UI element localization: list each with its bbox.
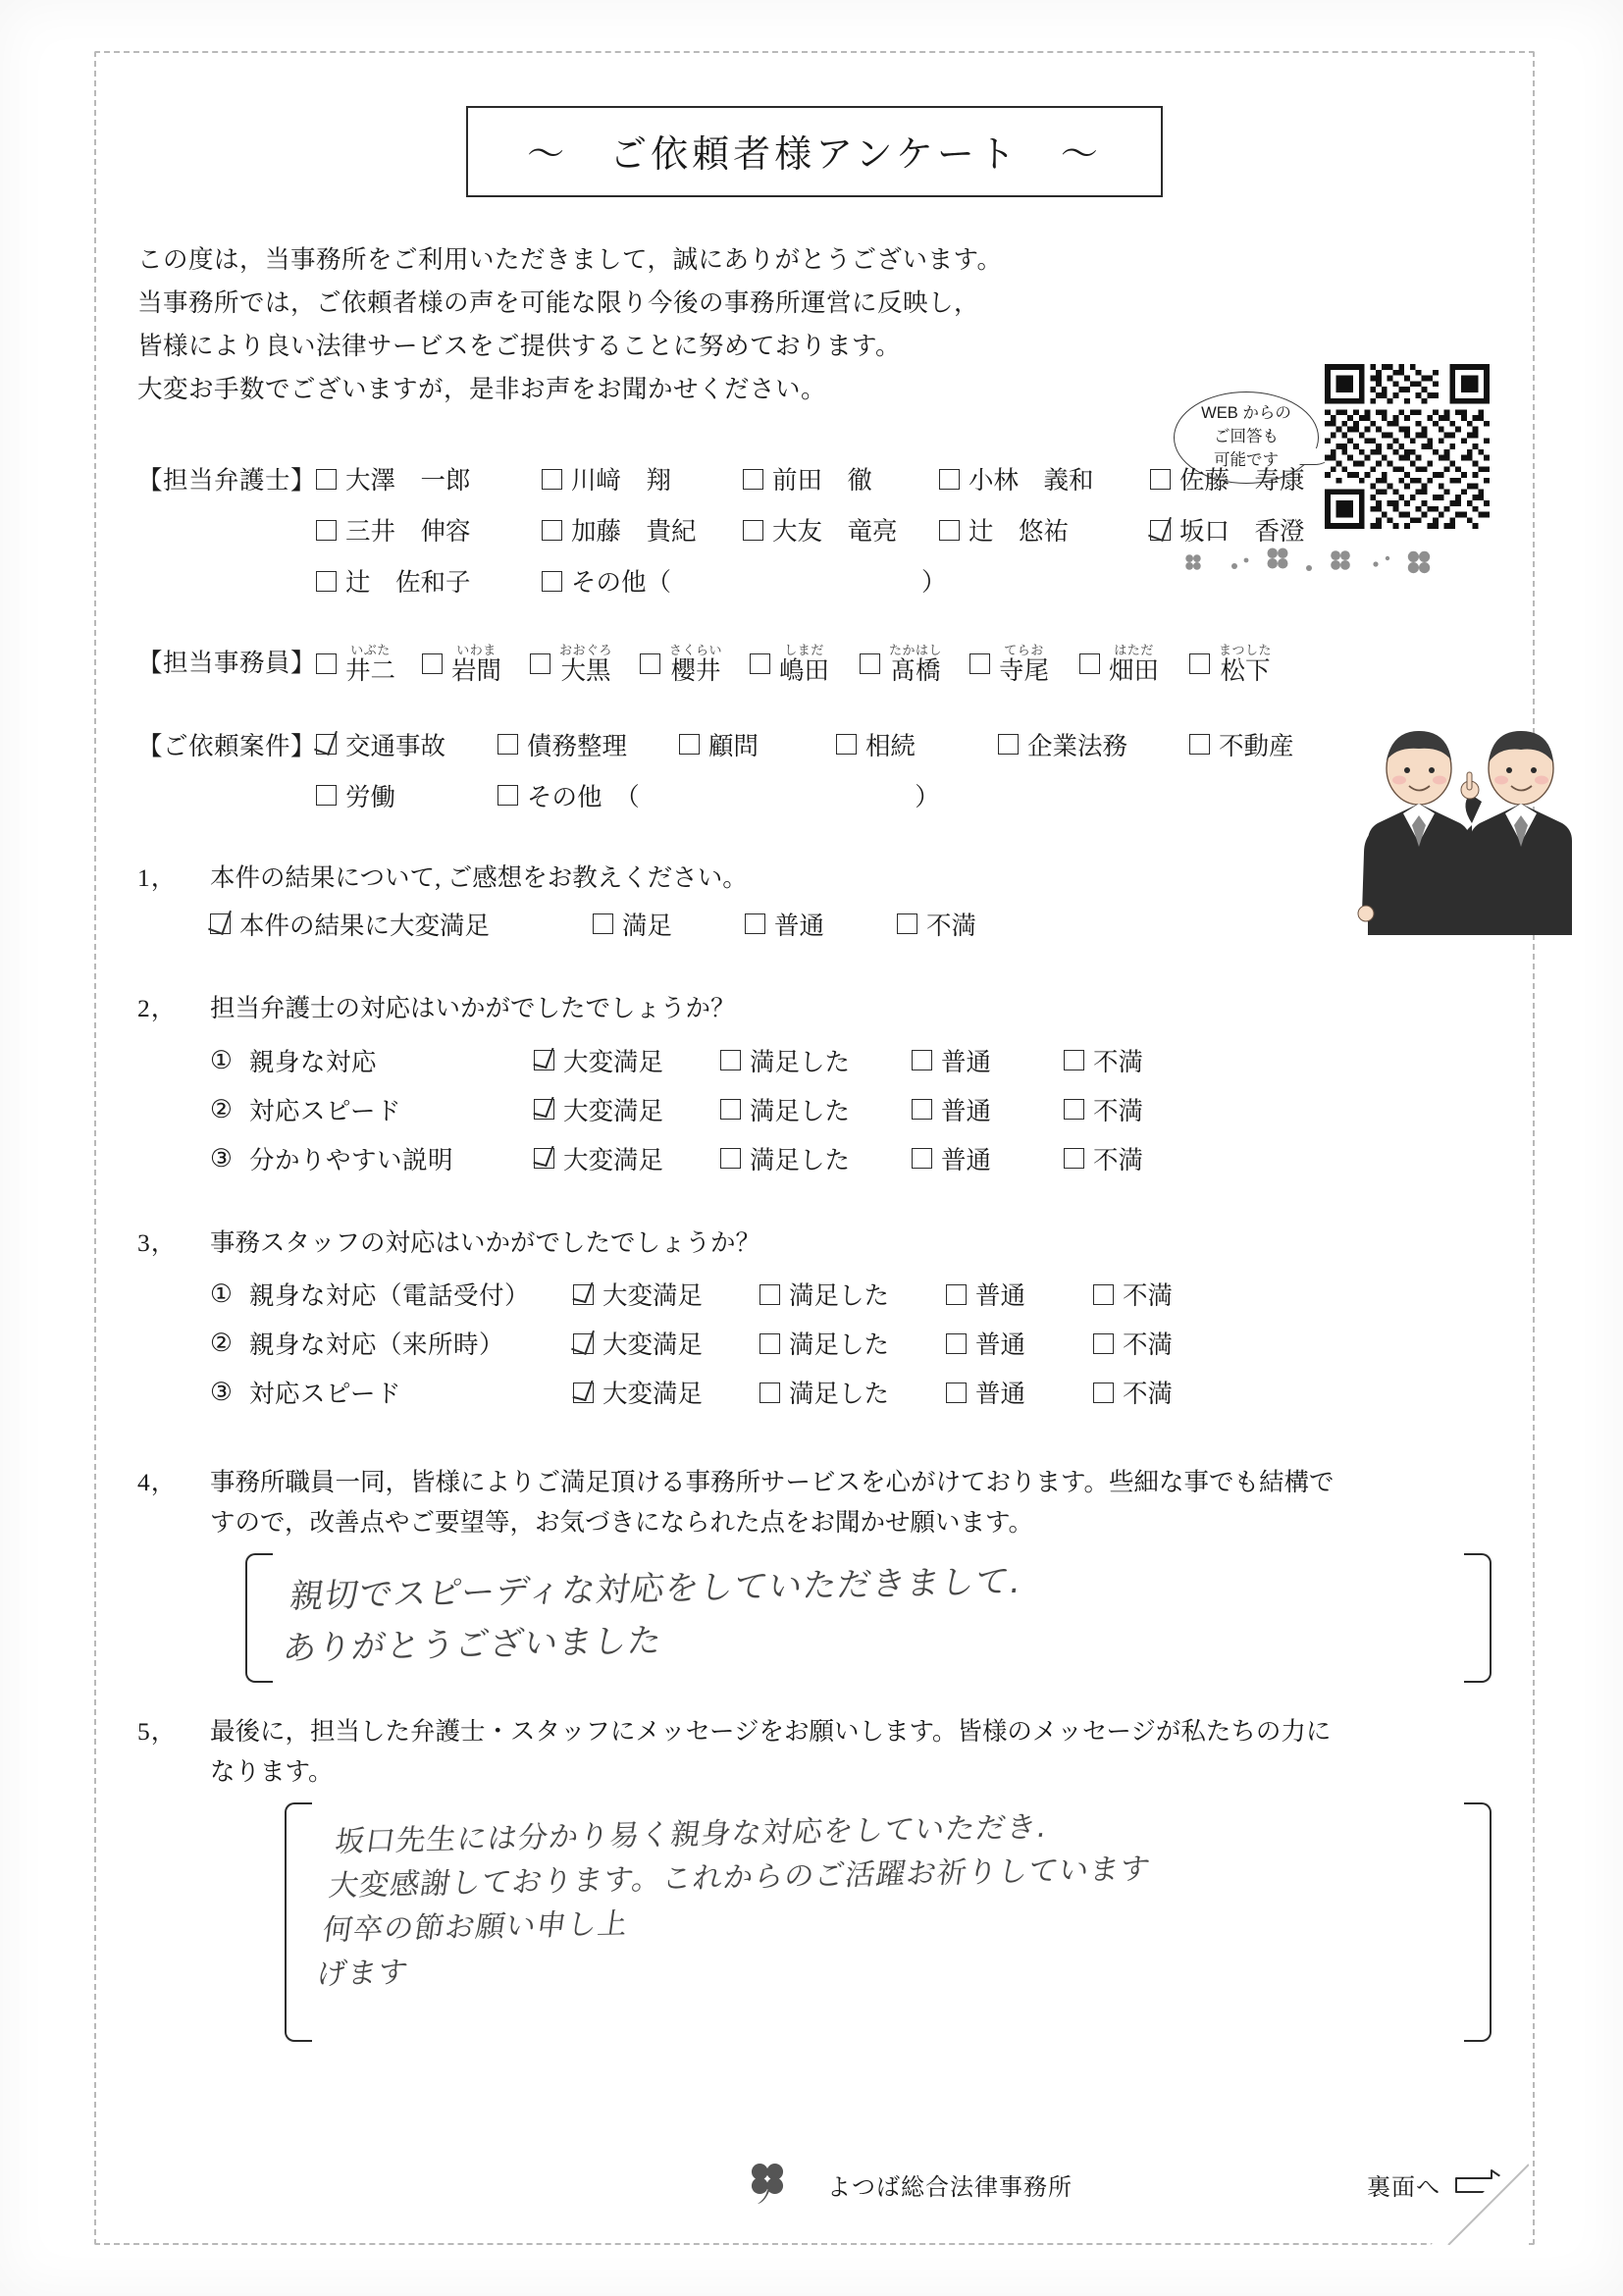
checkbox[interactable]	[743, 469, 763, 490]
checkbox[interactable]	[1189, 653, 1210, 674]
checkbox-checked[interactable]	[573, 1383, 594, 1403]
checkbox-label: 不満	[1093, 1047, 1144, 1076]
checkbox-label: 不満	[1093, 1145, 1144, 1174]
checkbox[interactable]	[897, 913, 917, 934]
checkbox-option-satisfied[interactable]	[593, 907, 745, 942]
checkbox[interactable]	[1189, 734, 1210, 755]
question-text-wrap	[210, 1712, 1492, 1793]
checkbox-label: 大澤 一郎	[345, 466, 471, 496]
checkbox-option-satisfied[interactable]	[720, 1141, 912, 1176]
checkbox-label: 顧問	[708, 731, 759, 760]
checkbox-label: 労働	[345, 782, 396, 811]
checkbox-option[interactable]	[316, 563, 542, 599]
checkbox[interactable]	[422, 653, 443, 674]
checkbox[interactable]	[759, 1383, 780, 1403]
checkbox-label: 交通事故	[345, 731, 446, 760]
checkbox[interactable]	[1064, 1148, 1084, 1169]
question-number: 1，	[137, 862, 178, 892]
footer	[137, 2167, 1515, 2202]
checkbox-label: 普通	[975, 1281, 1026, 1311]
bracket-right	[1464, 1553, 1492, 1683]
question-text: 担当弁護士の対応はいかがでしたでしょうか？	[210, 993, 736, 1022]
subquestion-row	[210, 1141, 1492, 1176]
checkbox-option-dissatisfied[interactable]	[1064, 1043, 1143, 1078]
checkbox-option-satisfied[interactable]	[759, 1326, 946, 1361]
checkbox-label: 不動産	[1219, 731, 1294, 760]
case-field	[137, 727, 1492, 813]
question-3-head	[137, 1224, 1492, 1264]
checkbox-label: 大変満足	[602, 1380, 704, 1409]
checkbox[interactable]	[593, 913, 613, 934]
q5-answer-line-2: 大変感謝しております。これからのご活躍お祈りしています	[326, 1852, 1153, 1904]
case-row-1	[316, 727, 1492, 762]
qr-code-icon[interactable]	[1325, 364, 1490, 529]
checkbox[interactable]	[946, 1333, 967, 1354]
question-1-options	[210, 907, 1492, 942]
checkbox[interactable]	[640, 653, 660, 674]
ruby-text: しまだ	[784, 643, 824, 658]
q1-options-row	[210, 907, 1492, 942]
checkbox-option[interactable]	[860, 644, 969, 684]
question-1	[137, 859, 1492, 942]
checkbox-option[interactable]	[530, 644, 640, 684]
checkbox[interactable]	[542, 571, 562, 592]
question-text-line-1: 事務所職員一同，皆様によりご満足頂ける事務所サービスを心がけております。些細な事でも結構で	[210, 1468, 1335, 1497]
question-5	[137, 1712, 1492, 2038]
checkbox-label: 辻 悠祐	[969, 517, 1070, 547]
checkbox-label: 加藤 貴紀	[571, 517, 697, 547]
checkbox-option-normal[interactable]	[946, 1277, 1093, 1312]
checkbox[interactable]	[316, 520, 337, 541]
checkbox-option-very-satisfied[interactable]	[534, 1043, 720, 1078]
ruby-text: おおぐろ	[559, 643, 613, 658]
checkbox-option[interactable]	[1079, 644, 1189, 684]
question-number: 3，	[137, 1227, 178, 1257]
checkbox-option-dissatisfied[interactable]	[897, 907, 976, 942]
staff-field-label: 【担当事務員】	[137, 649, 317, 678]
checkbox-label: 大変満足	[563, 1145, 664, 1174]
checkbox-option-dissatisfied[interactable]	[1093, 1326, 1173, 1361]
subquestion-label: 親身な対応	[249, 1047, 378, 1076]
checkbox-option[interactable]	[1189, 727, 1294, 762]
checkbox[interactable]	[1064, 1099, 1084, 1120]
ruby-text: いわま	[456, 643, 497, 658]
checkbox-option-satisfied[interactable]	[720, 1092, 912, 1127]
checkbox-option-very-satisfied[interactable]	[573, 1326, 759, 1361]
case-field-options	[316, 727, 1492, 813]
question-text: 事務スタッフの対応はいかがでしたでしょうか？	[210, 1227, 761, 1257]
bracket-left	[285, 1802, 312, 2042]
checkbox-label: 不満	[1123, 1281, 1174, 1311]
checkbox[interactable]	[759, 1284, 780, 1305]
ruby-text: たかはし	[889, 643, 943, 658]
question-2-head	[137, 989, 1492, 1029]
ruby-text: まつした	[1219, 643, 1273, 658]
checkbox-label: 不満	[1123, 1380, 1174, 1409]
case-field-label: 【ご依頼案件】	[137, 731, 317, 760]
checkbox-checked[interactable]	[316, 734, 337, 755]
checkbox-label: 辻 佐和子	[345, 568, 471, 598]
office-name: よつば総合法律事務所	[827, 2175, 1073, 2201]
checkbox[interactable]	[912, 1148, 932, 1169]
checkbox[interactable]	[720, 1050, 741, 1070]
checkbox[interactable]	[939, 469, 960, 490]
survey-content	[137, 88, 1492, 2038]
checkbox[interactable]	[759, 1333, 780, 1354]
ruby-text: てらお	[1004, 643, 1044, 658]
bracket-left	[245, 1553, 273, 1683]
checkbox-label: その他（ ）	[571, 568, 947, 598]
checkbox-label: 佐藤 寿康	[1179, 466, 1305, 496]
checkbox-checked[interactable]	[1150, 520, 1171, 541]
checkbox-option[interactable]	[750, 644, 860, 684]
bubble-line-2: ご回答も	[1214, 428, 1279, 446]
checkbox[interactable]	[316, 469, 337, 490]
bubble-line-3: 可能です	[1214, 450, 1279, 469]
checkbox[interactable]	[860, 653, 880, 674]
checkbox-label: 大友 竜亮	[772, 517, 898, 547]
subquestion-row	[210, 1092, 1492, 1127]
q5-handwritten-answer	[314, 1797, 1462, 1997]
intro-paragraph	[137, 238, 1119, 410]
checkbox-option[interactable]	[1150, 461, 1305, 496]
q5-answer-line-4: げます	[314, 1955, 411, 1992]
subquestion-number: ②	[210, 1094, 233, 1123]
checkbox-option[interactable]	[998, 727, 1189, 762]
checkbox-option[interactable]	[640, 644, 750, 684]
checkbox-label: 普通	[774, 911, 825, 940]
checkbox[interactable]	[497, 734, 518, 755]
checkbox-label: 不満	[1093, 1096, 1144, 1125]
checkbox-label: 普通	[975, 1331, 1026, 1360]
checkbox[interactable]	[1064, 1050, 1084, 1070]
checkbox[interactable]	[720, 1148, 741, 1169]
title-wrap	[137, 106, 1492, 197]
checkbox[interactable]	[912, 1050, 932, 1070]
question-3-rows	[210, 1277, 1492, 1410]
checkbox-label: 満足した	[750, 1145, 851, 1174]
subquestion-label: 対応スピード	[249, 1380, 401, 1409]
staff-row	[316, 644, 1492, 684]
subquestion-row	[210, 1375, 1492, 1410]
checkbox[interactable]	[497, 785, 518, 806]
q5-answer-area[interactable]	[285, 1802, 1492, 2038]
checkbox[interactable]	[720, 1099, 741, 1120]
subquestion-label: 親身な対応（電話受付）	[249, 1281, 531, 1311]
checkbox-checked[interactable]	[534, 1050, 554, 1070]
checkbox-option-traffic[interactable]	[316, 727, 497, 762]
checkbox-label: 松下	[1220, 656, 1271, 686]
checkbox-option[interactable]	[969, 644, 1079, 684]
subquestion-label: 分かりやすい説明	[249, 1145, 454, 1174]
checkbox[interactable]	[946, 1284, 967, 1305]
checkbox-label: 畑田	[1109, 656, 1160, 686]
checkbox-label: 櫻井	[670, 656, 721, 686]
question-2-rows	[210, 1043, 1492, 1176]
checkbox[interactable]	[1150, 469, 1171, 490]
intro-line-3: 皆様により良い法律サービスをご提供することに努めております。	[137, 331, 901, 360]
checkbox-option-satisfied[interactable]	[759, 1375, 946, 1410]
checkbox-option[interactable]	[497, 727, 679, 762]
checkbox-label: 小林 義和	[969, 466, 1094, 496]
checkbox-checked[interactable]	[210, 913, 231, 934]
checkbox[interactable]	[836, 734, 857, 755]
checkbox-option[interactable]	[542, 461, 743, 496]
checkbox-option[interactable]	[743, 461, 939, 496]
question-number: 4，	[137, 1468, 178, 1497]
checkbox-label: 満足した	[750, 1096, 851, 1125]
checkbox[interactable]	[542, 469, 562, 490]
checkbox-label: 不満	[926, 911, 977, 940]
checkbox-label: 大変満足	[602, 1331, 704, 1360]
checkbox-option-very-satisfied[interactable]	[573, 1277, 759, 1312]
checkbox-option-very-satisfied[interactable]	[210, 907, 593, 942]
question-text: 本件の結果について, ご感想をお教えください。	[210, 862, 748, 892]
checkbox[interactable]	[1093, 1383, 1114, 1403]
question-1-head	[137, 859, 1492, 899]
subquestion-number: ③	[210, 1378, 233, 1407]
checkbox-option[interactable]	[679, 727, 836, 762]
question-text-wrap	[210, 1463, 1492, 1543]
checkbox-label: 坂口 香澄	[1179, 517, 1305, 547]
checkbox-label: 満足した	[789, 1380, 890, 1409]
checkbox-option-satisfied[interactable]	[759, 1277, 946, 1312]
question-3	[137, 1224, 1492, 1411]
bracket-right	[1464, 1802, 1492, 2042]
checkbox-label: 前田 徹	[772, 466, 873, 496]
checkbox[interactable]	[946, 1383, 967, 1403]
checkbox-checked[interactable]	[573, 1333, 594, 1354]
checkbox-label: 大変満足	[563, 1096, 664, 1125]
checkbox[interactable]	[316, 653, 337, 674]
checkbox-label: 企業法務	[1027, 731, 1128, 760]
checkbox-option[interactable]	[743, 512, 939, 548]
checkbox-option[interactable]	[836, 727, 998, 762]
checkbox-option-other[interactable]	[542, 563, 947, 599]
subquestion-number: ②	[210, 1329, 233, 1358]
q4-answer-line-1: 親切でスピーディな対応をしていただきまして.	[288, 1561, 1024, 1617]
checkbox-label: 普通	[941, 1047, 992, 1076]
checkbox-option[interactable]	[316, 778, 497, 813]
checkbox-option[interactable]	[542, 512, 743, 548]
q4-answer-area[interactable]	[245, 1553, 1492, 1679]
checkbox-label: 大変満足	[602, 1281, 704, 1311]
clover-decoration-icon	[1183, 543, 1497, 582]
checkbox[interactable]	[1093, 1284, 1114, 1305]
checkbox-option-dissatisfied[interactable]	[1064, 1092, 1143, 1127]
checkbox-label: 大黒	[560, 656, 611, 686]
checkbox-label: 髙橋	[890, 656, 941, 686]
checkbox-label: その他 （ ）	[527, 782, 940, 811]
checkbox-option[interactable]	[316, 512, 542, 548]
q4-handwritten-answer	[280, 1547, 1457, 1675]
question-5-head	[137, 1712, 1492, 1793]
question-text-line-2: すので，改善点やご要望等，お気づきになられた点をお聞かせ願います。	[210, 1508, 1033, 1538]
checkbox-option-other[interactable]	[497, 778, 940, 813]
checkbox-option-very-satisfied[interactable]	[573, 1375, 759, 1410]
checkbox-label: 満足した	[789, 1281, 890, 1311]
checkbox[interactable]	[542, 520, 562, 541]
checkbox-checked[interactable]	[534, 1148, 554, 1169]
checkbox-label: 普通	[941, 1145, 992, 1174]
checkbox-option[interactable]	[1189, 644, 1272, 684]
checkbox-label: 嶋田	[779, 656, 830, 686]
page-corner-fold	[1431, 2147, 1529, 2245]
bubble-line-1: WEB からの	[1201, 404, 1291, 423]
checkbox-option-satisfied[interactable]	[720, 1043, 912, 1078]
intro-line-1: この度は，当事務所をご利用いただきまして，誠にありがとうございます。	[137, 245, 1003, 274]
checkbox-option-dissatisfied[interactable]	[1093, 1375, 1173, 1410]
checkbox-label: 三井 伸容	[345, 517, 471, 547]
checkbox-option[interactable]	[422, 644, 530, 684]
checkbox-option-dissatisfied[interactable]	[1064, 1141, 1143, 1176]
checkbox[interactable]	[1093, 1333, 1114, 1354]
ruby-text: さくらい	[669, 643, 723, 658]
staff-field	[137, 644, 1492, 684]
subquestion-label: 親身な対応（来所時）	[249, 1331, 505, 1360]
checkbox-label: 岩間	[451, 656, 502, 686]
checkbox-label: 普通	[941, 1096, 992, 1125]
checkbox-option-normal[interactable]	[946, 1375, 1093, 1410]
ruby-text: いぶた	[350, 643, 391, 658]
checkbox-label: 本件の結果に大変満足	[239, 911, 491, 940]
checkbox[interactable]	[998, 734, 1019, 755]
question-text-line-1: 最後に，担当した弁護士・スタッフにメッセージをお願いします。皆様のメッセージが私たちの力に	[210, 1716, 1332, 1746]
question-number: 5，	[137, 1716, 178, 1746]
question-2	[137, 989, 1492, 1176]
checkbox-option[interactable]	[316, 461, 542, 496]
checkbox[interactable]	[750, 653, 770, 674]
checkbox-checked[interactable]	[534, 1099, 554, 1120]
checkbox-label: 大変満足	[563, 1047, 664, 1076]
checkbox[interactable]	[316, 571, 337, 592]
checkbox-label: 満足	[622, 911, 673, 940]
checkbox-label: 満足した	[789, 1331, 890, 1360]
checkbox-label: 川﨑 翔	[571, 466, 672, 496]
checkbox-label: 普通	[975, 1380, 1026, 1409]
checkbox[interactable]	[743, 520, 763, 541]
checkbox-label: 相続	[865, 731, 916, 760]
checkbox[interactable]	[745, 913, 765, 934]
subquestion-row	[210, 1043, 1492, 1078]
page-title: 〜 ご依頼者様アンケート 〜	[466, 106, 1163, 197]
checkbox[interactable]	[1079, 653, 1100, 674]
question-text-line-2: なります。	[210, 1756, 334, 1786]
checkbox-option[interactable]	[316, 644, 422, 684]
checkbox-option[interactable]	[939, 512, 1150, 548]
q5-answer-line-1: 坂口先生には分かり易く親身な対応をしていただき.	[333, 1809, 1050, 1859]
case-row-2	[316, 778, 1492, 813]
subquestion-row	[210, 1277, 1492, 1312]
checkbox[interactable]	[316, 785, 337, 806]
checkbox-label: 債務整理	[527, 731, 628, 760]
checkbox-option-dissatisfied[interactable]	[1093, 1277, 1173, 1312]
intro-line-4: 大変お手数でございますが，是非お声をお聞かせください。	[137, 374, 827, 403]
checkbox[interactable]	[939, 520, 960, 541]
back-page-label: 裏面へ	[1367, 2175, 1440, 2201]
checkbox-option-sakaguchi[interactable]	[1150, 512, 1305, 548]
checkbox-label: 不満	[1123, 1331, 1174, 1360]
subquestion-row	[210, 1326, 1492, 1361]
subquestion-label: 対応スピード	[249, 1096, 401, 1125]
checkbox[interactable]	[969, 653, 990, 674]
question-4	[137, 1463, 1492, 1679]
lawyers-illustration	[1348, 721, 1594, 957]
lawyer-field-label: 【担当弁護士】	[137, 466, 317, 496]
subquestion-number: ①	[210, 1279, 233, 1309]
q4-answer-line-2: ありがとうございました	[280, 1620, 665, 1668]
checkbox-option-very-satisfied[interactable]	[534, 1141, 720, 1176]
staff-field-options	[316, 644, 1492, 684]
checkbox-option[interactable]	[939, 461, 1150, 496]
q5-answer-line-3: 何卒の節お願い申し上	[320, 1905, 631, 1948]
checkbox[interactable]	[679, 734, 700, 755]
checkbox[interactable]	[912, 1099, 932, 1120]
checkbox-label: 井二	[345, 656, 396, 686]
checkbox-checked[interactable]	[573, 1284, 594, 1305]
checkbox-option-normal[interactable]	[745, 907, 897, 942]
subquestion-number: ③	[210, 1143, 233, 1173]
checkbox-label: 寺尾	[999, 656, 1050, 686]
checkbox-option-normal[interactable]	[946, 1326, 1093, 1361]
checkbox-option-normal[interactable]	[912, 1043, 1064, 1078]
checkbox-option-normal[interactable]	[912, 1092, 1064, 1127]
question-number: 2，	[137, 993, 178, 1022]
checkbox-label: 満足した	[750, 1047, 851, 1076]
clover-icon	[746, 2161, 799, 2206]
checkbox-option-very-satisfied[interactable]	[534, 1092, 720, 1127]
checkbox-option-normal[interactable]	[912, 1141, 1064, 1176]
ruby-text: はただ	[1114, 643, 1154, 658]
checkbox[interactable]	[530, 653, 550, 674]
subquestion-number: ①	[210, 1045, 233, 1074]
question-4-head	[137, 1463, 1492, 1543]
intro-line-2: 当事務所では，ご依頼者様の声を可能な限り今後の事務所運営に反映し，	[137, 287, 980, 317]
